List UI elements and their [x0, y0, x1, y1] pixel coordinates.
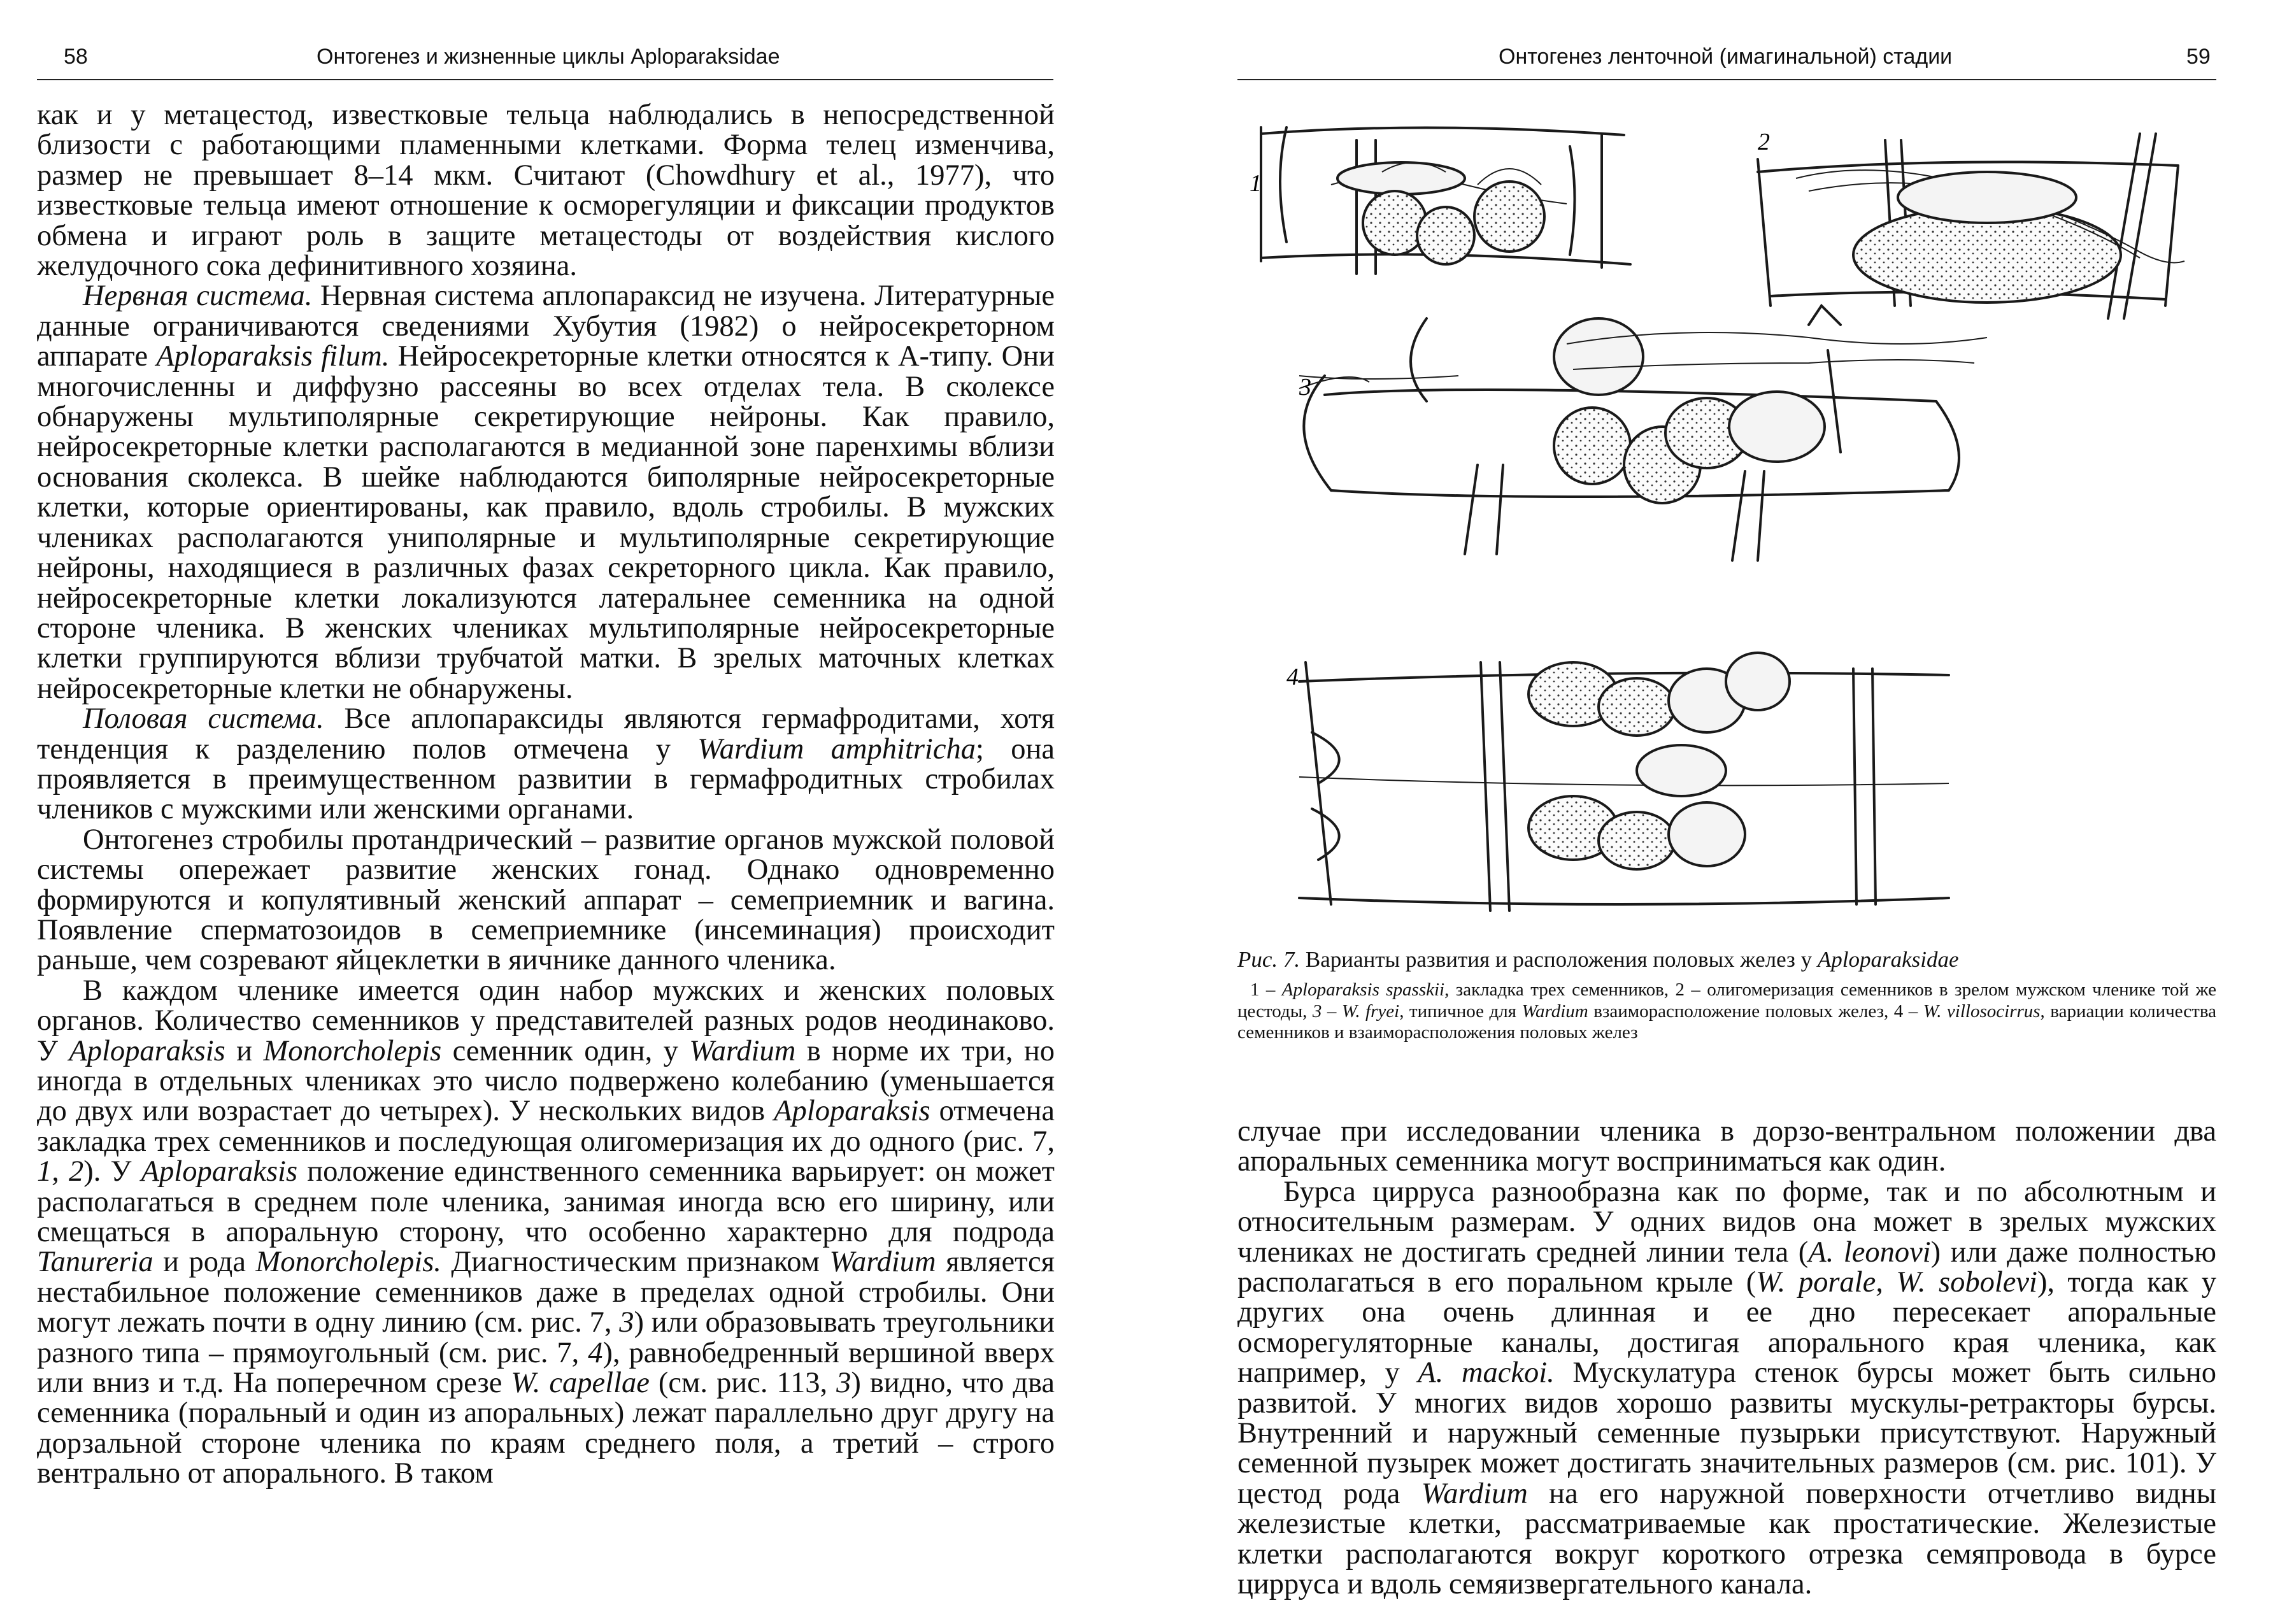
header-rule [1237, 79, 2216, 80]
panel-label: 4 [1286, 664, 1299, 690]
right-body-text [1237, 1116, 2216, 1600]
paragraph: Онтогенез стробилы протандрический – развитие органов мужской половой системы опережает развитие женских гонад. Однако одновременно формируются и копулятивный женский аппарат – семеприемник и вагина. Появление сперматозоидов в семеприемнике (инсеминация) происходит раньше, чем созревают яйцеклетки в яичнике данного членика. [37, 823, 1055, 977]
paragraph: как и у метацестод, известковые тельца наблюдались в непосредственной близости с работающими пламенными клетками. Форма телец изменчива, размер не превышает 8–14 мкм. Считают (Chowdhury et al., 1977), что известковые тельца имеют отношение к осморегуляции и фиксации продуктов обмена и играют роль в защите метацестоды от воздействия кислого желудочного сока дефинитивного хозяина. [37, 99, 1055, 283]
paragraph: Нервная система. Нервная система аплопараксид не изучена. Литературные данные ограничиваются сведениями Хубутия (1982) о нейросекреторном аппарате Aploparaksis filum. Нейросекреторные клетки относятся к А-типу. Они многочисленны и диффузно рассеяны во всех отделах тела. В сколексе обнаружены мультиполярные секретирующие нейроны. Как правило, нейросекреторные клетки располагаются в медианной зоне паренхимы вблизи основания сколекса. В шейке наблюдаются биполярные нейросекреторные клетки, которые ориентированы, как правило, вдоль стробилы. В мужских члениках располагаются униполярные и мультиполярные секретирующие нейроны, находящиеся в различных фазах секреторного цикла. Как правило, нейросекреторные клетки локализуются латеральнее семенника на одной стороне членика. В женских члениках мультиполярные нейросекреторные клетки группируются вблизи трубчатой матки. В зрелых маточных клетках нейросекреторные клетки не обнаружены. [37, 280, 1055, 705]
panel-1-drawing [1261, 127, 1630, 274]
panel-2-drawing [1758, 134, 2184, 318]
page-number: 58 [64, 45, 88, 69]
left-body-text [37, 100, 1055, 1489]
panel-4-drawing [1299, 653, 1949, 911]
paragraph: Бурса цирруса разнообразна как по форме, так и по абсолютным и относительным размерам. У одних видов она может в зрелых мужских члениках не достигать средней линии тела (A. leonovi) или даже полностью располагаться в его поральном крыле (W. porale, W. sobolevi), тогда как у других она очень длинная и ее дно пересекает апоральные осморегуляторные каналы, достигая апорального края членика, как например, у A. mackoi. Мускулатура стенок бурсы может быть сильно развитой. У многих видов хорошо развиты мускулы-ретракторы бурсы. Внутренний и наружный семенные пузырьки присутствуют. Наружный семенной пузырек может достигать значительных размеров (см. рис. 101). У цестод рода Wardium на его наружной поверхности отчетливо видны железистые клетки, рассматриваемые как простатические. Железистые клетки располагаются вокруг короткого отрезка семяпровода в бурсе цирруса и вдоль семяизвергательного канала. [1237, 1175, 2217, 1601]
figure-caption-title: Рис. 7. Варианты развития и расположения половых желез у Aploparaksidae [1237, 947, 1959, 972]
paragraph: В каждом членике имеется один набор мужских и женских половых органов. Количество семенников у представителей разных родов неодинаково. У Aploparaksis и Monorcholepis семенник один, у Wardium в норме их три, но иногда в отдельных члениках это число подвержено колебанию (уменьшается до двух или возрастает до четырех). У нескольких видов Aploparaksis отмечена закладка трех семенников и последующая олигомеризация их до одного (рис. 7, 1, 2). У Aploparaksis положение единственного семенника варьирует: он может располагаться в среднем поле членика, занимая иногда всю его ширину, или смещаться в апоральную сторону, что особенно характерно для подрода Tanureria и рода Monorcholepis. Диагностическим признаком Wardium является нестабильное положение семенников даже в пределах одной стробилы. Они могут лежать почти в одну линию (см. рис. 7, 3) или образовывать треугольники разного типа – прямоугольный (см. рис. 7, 4), равнобедренный вершиной вверх или вниз и т.д. На поперечном срезе W. capellae (см. рис. 113, 3) видно, что два семенника (поральный и один из апоральных) лежат параллельно друг другу на дорзальной стороне членика по краям среднего поля, а третий – строго вентрально от апорального. В таком [37, 974, 1055, 1490]
panel-3-drawing [1299, 306, 1987, 560]
panel-label: 3 [1299, 374, 1311, 401]
running-head: Онтогенез ленточной (имагинальной) стадии [1499, 45, 1953, 69]
panel-label: 1 [1250, 170, 1262, 197]
paragraph: случае при исследовании членика в дорзо-вентральном положении два апоральных семенника могут восприниматься как один. [1237, 1115, 2216, 1178]
figure-7 [1236, 96, 2216, 939]
panel-label: 2 [1758, 129, 1770, 155]
right-page [1140, 0, 2280, 1624]
running-head: Онтогенез и жизненные циклы Aploparaksidae [317, 45, 780, 69]
paragraph: Половая система. Все аплопараксиды являются гермафродитами, хотя тенденция к разделению полов отмечена у Wardium amphitricha; она проявляется в преимущественном развитии в гермафродитных стробилах члеников с мужскими или женскими органами. [37, 702, 1055, 826]
header-rule [37, 79, 1053, 80]
figure-caption-text: 1 – Aploparaksis spasskii, закладка трех семенников, 2 – олигомеризация семенников в зрелом мужском членике той же цестоды, 3 – W. fryei, типичное для Wardium взаиморасположение половых желез, 4 – W. villosocirrus, вариации количества семенников и взаиморасположения половых желез [1237, 979, 2216, 1043]
page-number: 59 [2186, 45, 2211, 69]
